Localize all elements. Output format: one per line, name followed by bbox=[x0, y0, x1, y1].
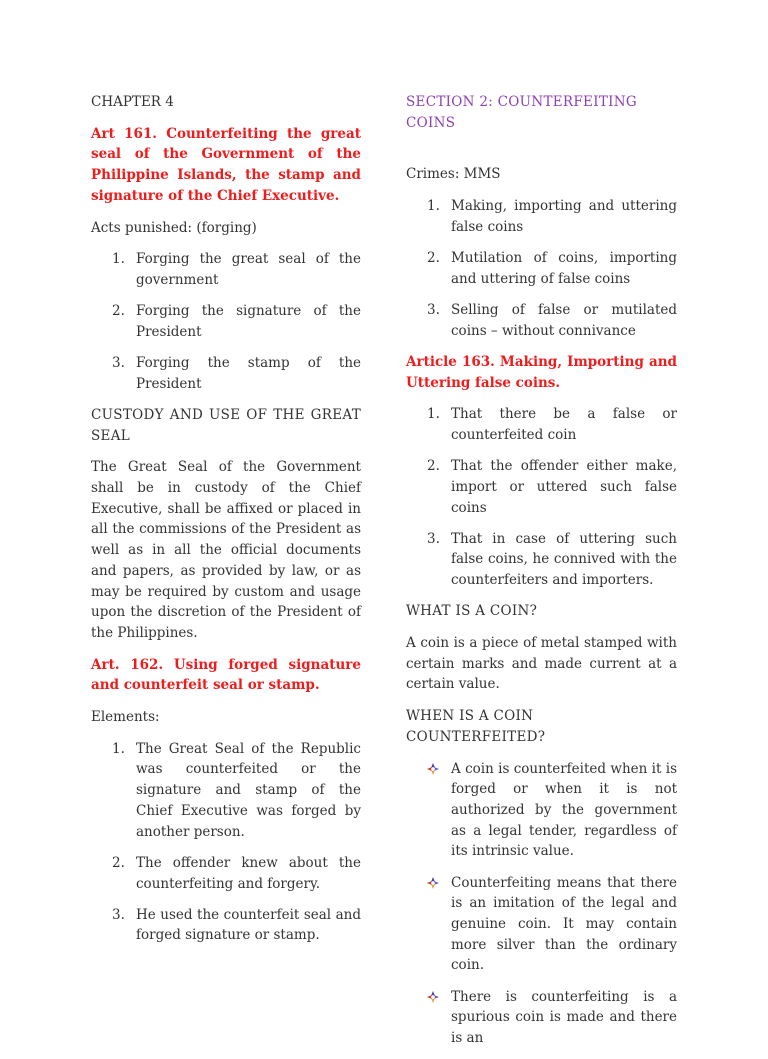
art163-list bbox=[406, 404, 677, 591]
list-item bbox=[91, 353, 361, 394]
list-number: 2. bbox=[112, 854, 125, 871]
right-column bbox=[406, 92, 677, 1059]
list-item-text: There is counterfeiting is a spurious coin is made and there is an bbox=[451, 988, 677, 1047]
list-item bbox=[406, 300, 677, 341]
when-counterfeited-heading: WHEN IS A COIN COUNTERFEITED? bbox=[406, 708, 546, 745]
list-item bbox=[406, 456, 677, 518]
list-number: 3. bbox=[427, 530, 440, 547]
list-item-text: The offender knew about the counterfeiting and forgery. bbox=[136, 854, 361, 892]
elements-label: Elements: bbox=[91, 709, 160, 726]
list-item bbox=[406, 987, 677, 1049]
list-number: 3. bbox=[427, 301, 440, 318]
section-title: SECTION 2: COUNTERFEITING COINS bbox=[406, 94, 637, 131]
list-item bbox=[406, 404, 677, 445]
list-item-text: The Great Seal of the Republic was counterfeited or the signature and stamp of the Chief Executive was forged by another person. bbox=[136, 740, 361, 840]
list-item-text: He used the counterfeit seal and forged signature or stamp. bbox=[136, 906, 361, 944]
list-item bbox=[406, 873, 677, 977]
counterfeit-bullet-list bbox=[406, 759, 677, 1049]
what-is-coin-paragraph: A coin is a piece of metal stamped with certain marks and made current at a certain value. bbox=[406, 635, 677, 693]
chapter-heading: CHAPTER 4 bbox=[91, 94, 174, 110]
list-number: 1. bbox=[112, 251, 125, 268]
list-item bbox=[91, 853, 361, 894]
list-item bbox=[406, 248, 677, 289]
crimes-list bbox=[406, 196, 677, 341]
list-item-text: Mutilation of coins, importing and uttering of false coins bbox=[451, 250, 677, 287]
list-number: 2. bbox=[112, 303, 125, 320]
left-column bbox=[91, 92, 361, 957]
crimes-label: Crimes: MMS bbox=[406, 166, 501, 183]
list-item bbox=[406, 759, 677, 863]
list-number: 2. bbox=[427, 250, 440, 267]
acts-punished-label: Acts punished: (forging) bbox=[91, 219, 257, 236]
arrow-bullet-icon bbox=[427, 991, 439, 1003]
list-item bbox=[91, 301, 361, 342]
custody-paragraph: The Great Seal of the Government shall be in custody of the Chief Executive, shall be affixed or placed in all the commissions of the President as well as in all the official documents and papers, as provided by law, or as may be required by custom and usage upon the discretion of the President of the Philippines. bbox=[91, 459, 361, 641]
list-item-text: That there be a false or counterfeited coin bbox=[451, 406, 677, 443]
list-number: 3. bbox=[112, 906, 125, 923]
list-item-text: Making, importing and uttering false coins bbox=[451, 198, 677, 235]
list-number: 1. bbox=[427, 406, 440, 423]
list-item bbox=[406, 196, 677, 237]
art163-title: Article 163. Making, Importing and Uttering false coins. bbox=[406, 353, 677, 391]
list-item-text: Forging the stamp of the President bbox=[136, 355, 361, 392]
list-number: 2. bbox=[427, 458, 440, 475]
acts-list bbox=[91, 249, 361, 394]
list-item bbox=[91, 249, 361, 290]
list-item-text: Forging the great seal of the government bbox=[136, 251, 361, 288]
custody-heading: CUSTODY AND USE OF THE GREAT SEAL bbox=[91, 406, 361, 444]
what-is-coin-heading: WHAT IS A COIN? bbox=[406, 603, 538, 620]
list-number: 1. bbox=[427, 198, 440, 215]
list-item-text: Counterfeiting means that there is an imitation of the legal and genuine coin. It may contain more silver than the ordinary coin. bbox=[451, 874, 677, 974]
art161-title: Art 161. Counterfeiting the great seal of the Government of the Philippine Islands, the stamp and signature of the Chief Executive. bbox=[91, 125, 361, 204]
list-item-text: A coin is counterfeited when it is forged or when it is not authorized by the government as a legal tender, regardless of its intrinsic value. bbox=[451, 760, 677, 860]
list-item bbox=[91, 905, 361, 946]
list-item bbox=[406, 529, 677, 591]
art162-title: Art. 162. Using forged signature and counterfeit seal or stamp. bbox=[91, 656, 361, 694]
list-number: 3. bbox=[112, 355, 125, 372]
list-item-text: That in case of uttering such false coins, he connived with the counterfeiters and importers. bbox=[451, 530, 677, 589]
list-number: 1. bbox=[112, 740, 125, 757]
list-item-text: Selling of false or mutilated coins – without connivance bbox=[451, 301, 677, 339]
arrow-bullet-icon bbox=[427, 763, 439, 775]
list-item-text: That the offender either make, import or uttered such false coins bbox=[451, 458, 677, 516]
list-item bbox=[91, 739, 361, 843]
elements-list bbox=[91, 739, 361, 946]
list-item-text: Forging the signature of the President bbox=[136, 303, 361, 340]
arrow-bullet-icon bbox=[427, 877, 439, 889]
